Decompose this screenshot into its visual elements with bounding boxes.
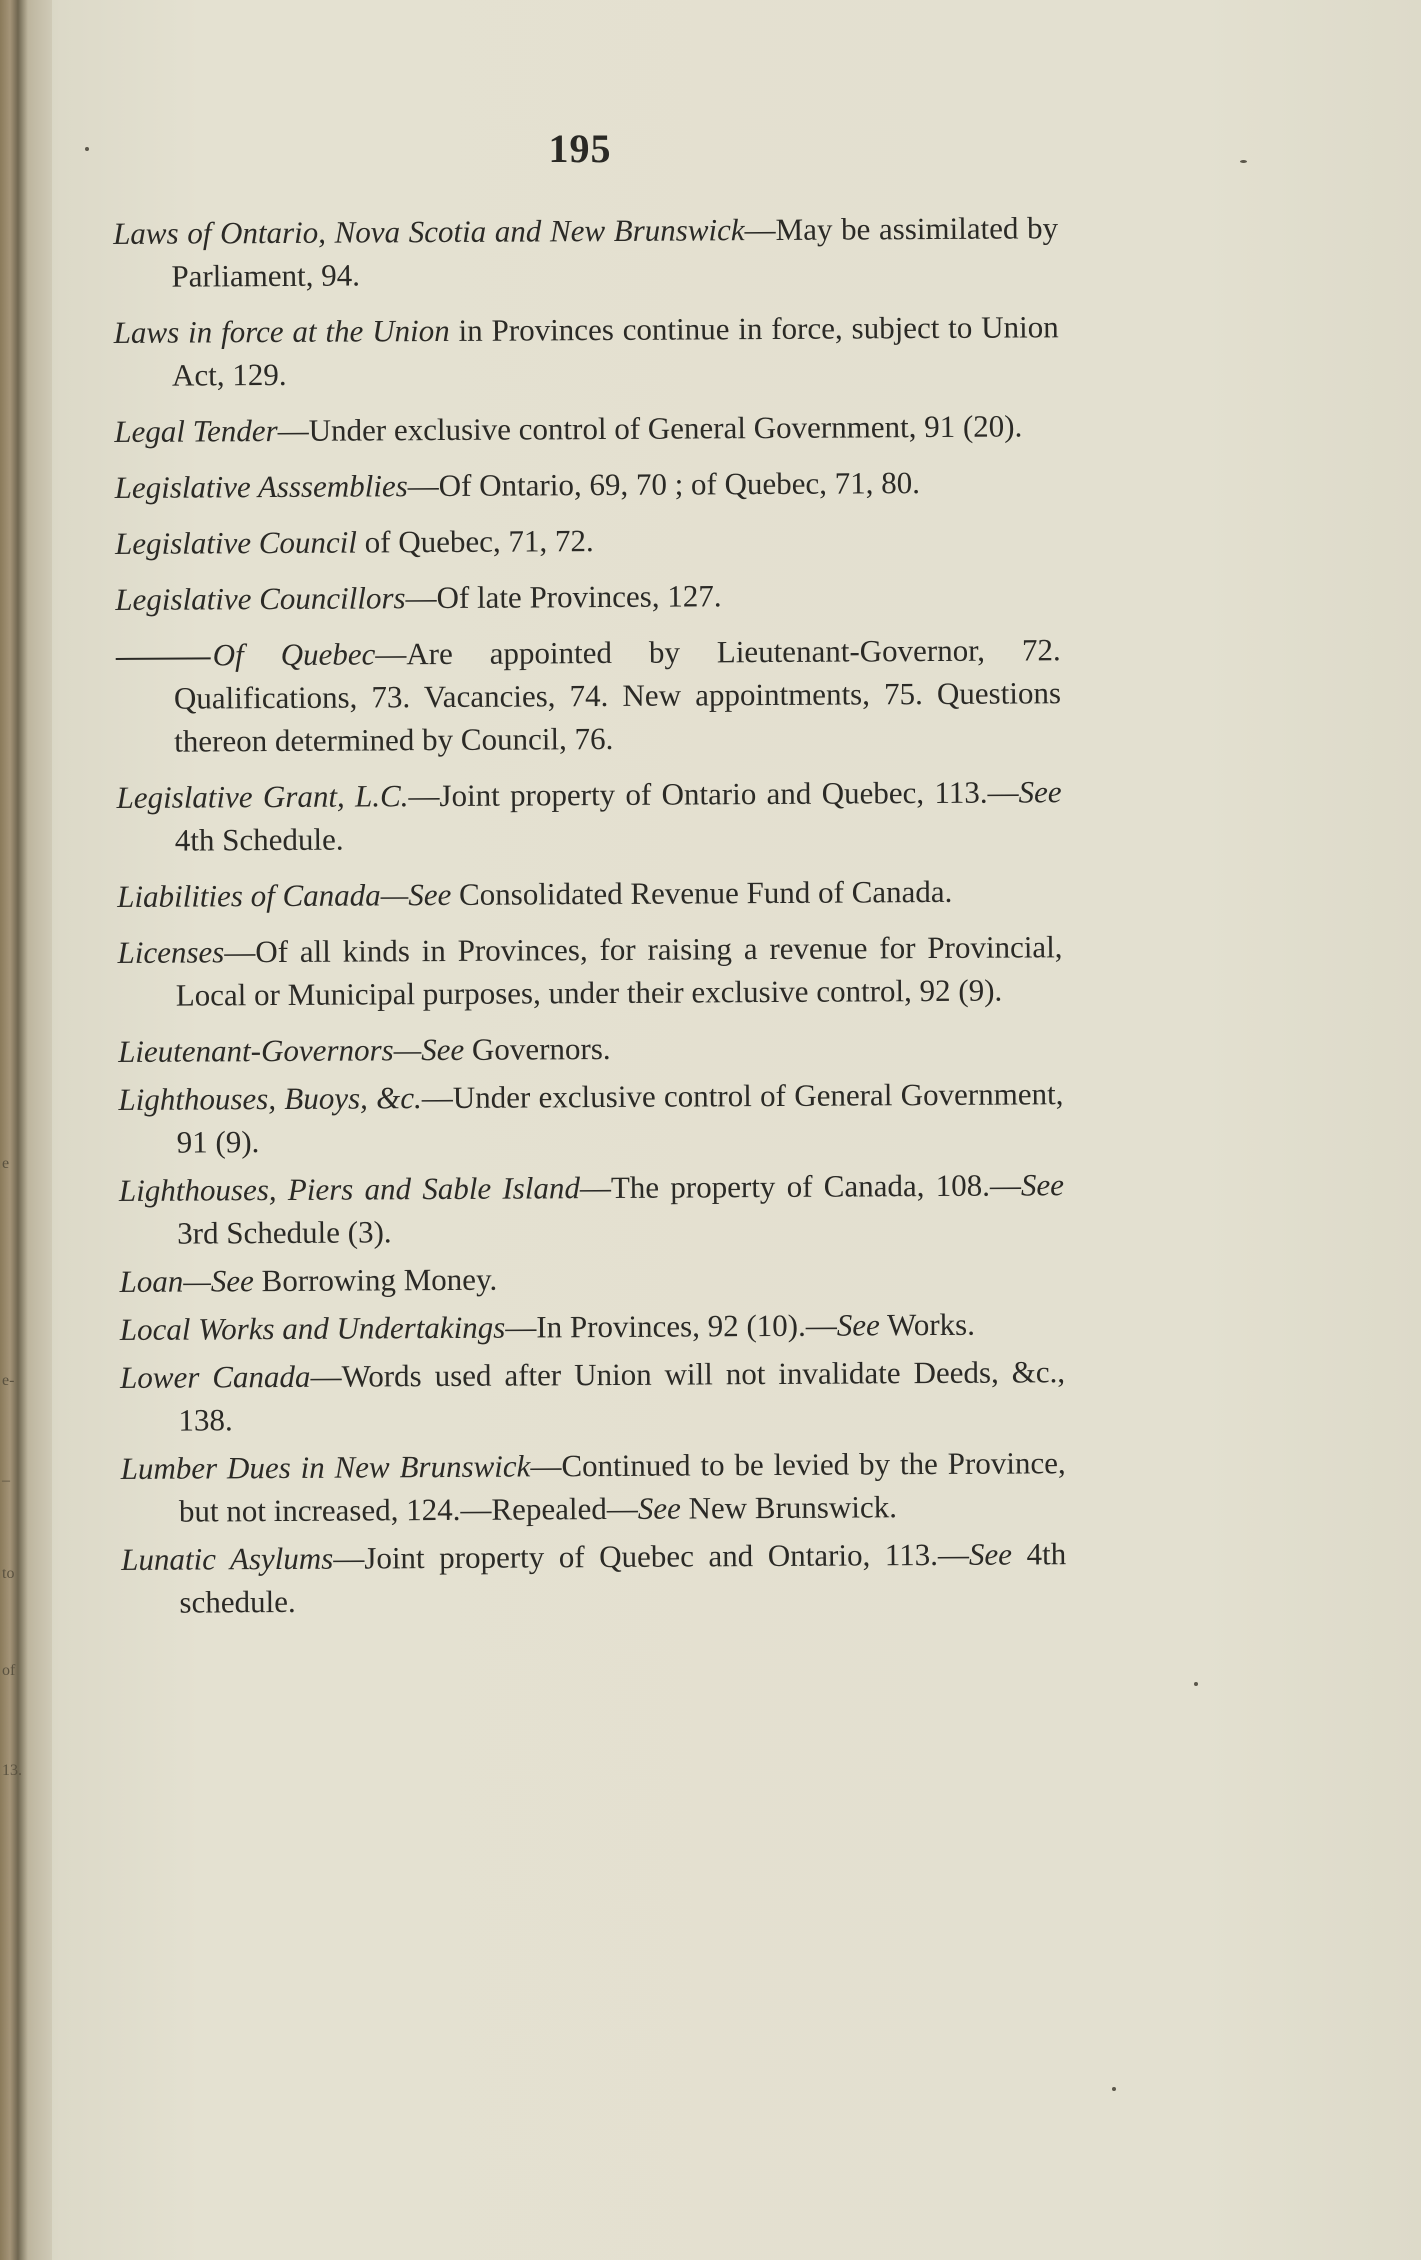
index-entry <box>113 206 1059 298</box>
entry-heading: Legislative Council <box>114 524 358 561</box>
entry-heading: Legislative Councillors <box>115 580 406 617</box>
margin-mark: – <box>2 1472 10 1489</box>
see-reference: See <box>836 1307 880 1343</box>
entry-text: of Quebec, 71, 72. <box>356 523 594 560</box>
ditto-rule <box>116 657 211 660</box>
speck <box>1240 160 1247 163</box>
entry-text: Borrowing Money. <box>253 1261 498 1299</box>
entry-text: —Joint property of Ontario and Quebec, 113.— <box>408 774 1019 814</box>
index-entry <box>114 305 1060 397</box>
entry-heading: Local Works and Undertakings <box>119 1309 506 1347</box>
index-entry <box>121 1441 1067 1533</box>
see-reference: See <box>1020 1167 1065 1203</box>
margin-mark: 13. <box>2 1762 22 1779</box>
entry-heading: Laws of Ontario, Nova Scotia and New Brunswick <box>113 212 745 251</box>
entry-heading: Of Quebec <box>212 636 376 673</box>
index-entry <box>118 1024 1063 1073</box>
entry-heading: Lieutenant-Governors—See <box>118 1031 465 1069</box>
entry-heading: Licenses <box>117 934 225 970</box>
entry-tail: New Brunswick. <box>680 1489 898 1526</box>
entry-heading: Lighthouses, Buoys, &c. <box>118 1080 422 1117</box>
entry-text: —Joint property of Quebec and Ontario, 113.— <box>333 1536 970 1576</box>
entry-text: —Of Ontario, 69, 70 ; of Quebec, 71, 80. <box>407 465 921 504</box>
index-entry <box>119 1254 1064 1303</box>
entry-text: —Of all kinds in Provinces, for raising a revenue for Provincial, Local or Municipal purposes, under their exclusive control, 92 (9). <box>175 929 1063 1013</box>
entry-heading: Lower Canada <box>120 1358 311 1395</box>
entry-tail: 4th Schedule. <box>174 821 344 858</box>
entry-text: —May be assimilated by Parliament, 94. <box>171 210 1059 294</box>
see-reference: See <box>968 1536 1013 1572</box>
entry-text: Consolidated Revenue Fund of Canada. <box>451 873 953 912</box>
entry-tail: 3rd Schedule (3). <box>177 1214 392 1251</box>
index-entry <box>120 1350 1066 1442</box>
index-entry <box>117 869 1062 918</box>
index-entry <box>118 1072 1064 1164</box>
speck <box>1112 2087 1116 2091</box>
margin-mark: e- <box>2 1372 15 1389</box>
index-entry <box>115 572 1060 621</box>
entry-text: —Under exclusive control of General Government, 91 (9). <box>176 1076 1064 1160</box>
entry-tail: 4th schedule. <box>179 1536 1067 1620</box>
entry-heading: Legal Tender <box>114 412 278 449</box>
entry-heading: Laws in force at the Union <box>113 312 450 350</box>
entry-heading: Lumber Dues in New Brunswick <box>120 1448 531 1486</box>
index-entry <box>115 460 1060 509</box>
entry-text: —Under exclusive control of General Government, 91 (20). <box>277 408 1023 448</box>
margin-mark: to <box>2 1565 15 1582</box>
entry-heading: Lunatic Asylums <box>121 1540 334 1577</box>
entry-tail: Works. <box>879 1306 976 1343</box>
index-entry <box>116 770 1062 862</box>
entry-text: —Words used after Union will not invalidate Deeds, &c., 138. <box>178 1354 1066 1438</box>
index-entry <box>120 1302 1065 1351</box>
see-reference: See <box>1018 774 1062 810</box>
entry-heading: Lighthouses, Piers and Sable Island <box>118 1170 581 1208</box>
entry-text: Governors. <box>464 1030 611 1067</box>
index-entry <box>115 516 1060 565</box>
page-binding-edge <box>0 0 52 2260</box>
entry-text: —Continued to be levied by the Province, but not increased, 124.—Repealed— <box>178 1445 1066 1529</box>
entry-heading: Liabilities of Canada—See <box>117 876 452 914</box>
see-reference: See <box>637 1490 681 1526</box>
entry-heading: Legislative Asssemblies <box>114 468 408 505</box>
entry-heading: Legislative Grant, L.C. <box>116 778 409 815</box>
index-entry <box>119 1163 1065 1255</box>
entry-text: —In Provinces, 92 (10).— <box>505 1307 837 1345</box>
index-entry <box>114 404 1059 453</box>
entry-text: —Are appointed by Lieutenant-Governor, 72. Qualifications, 73. Vacancies, 74. New appointments, 75. Questions thereon determined by Council, 76. <box>173 632 1062 759</box>
entry-text: —The property of Canada, 108.— <box>579 1167 1022 1206</box>
margin-mark: e <box>2 1155 10 1172</box>
index-entry <box>121 1532 1067 1624</box>
speck <box>1194 1682 1198 1686</box>
index-entry <box>117 925 1063 1017</box>
page-number: 195 <box>548 126 612 171</box>
margin-mark: of <box>2 1662 16 1679</box>
entry-text: —Of late Provinces, 127. <box>405 578 722 616</box>
index-entries <box>113 206 1067 1629</box>
entry-text: in Provinces continue in force, subject to Union Act, 129. <box>171 309 1059 393</box>
entry-heading: Loan—See <box>119 1263 254 1299</box>
index-subentry <box>116 628 1062 763</box>
